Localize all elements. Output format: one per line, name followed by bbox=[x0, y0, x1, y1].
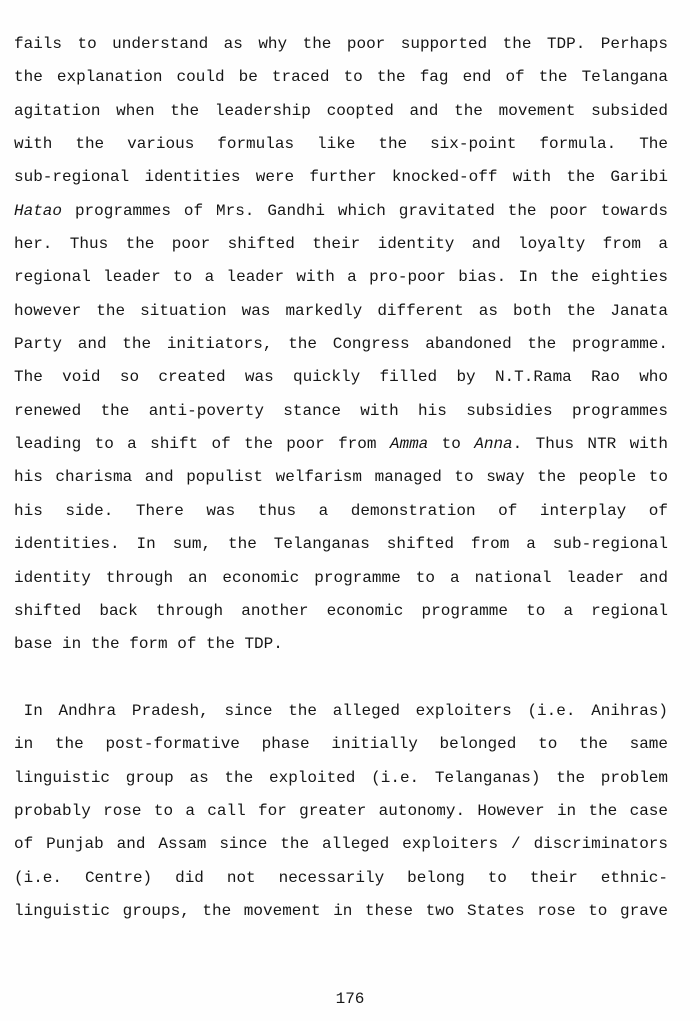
text-segment: fails to understand as why the poor supported the TDP. Perhaps bbox=[14, 35, 668, 53]
text-segment: In Andhra Pradesh, since the alleged exploiters (i.e. Anihras) bbox=[23, 701, 668, 720]
text-line bbox=[14, 228, 668, 261]
text-segment: the explanation could be traced to the fag end of the Telangana bbox=[14, 68, 668, 87]
text-segment: leading to a shift of the poor from bbox=[14, 435, 390, 454]
paragraph bbox=[14, 28, 668, 662]
text-line bbox=[14, 461, 668, 494]
text-segment: regional leader to a leader with a pro-poor bias. In the eighties bbox=[14, 268, 668, 287]
text-segment: linguistic groups, the movement in these two States rose to grave bbox=[14, 901, 668, 920]
text-segment: shifted back through another economic programme to a regional bbox=[14, 601, 668, 620]
text-line bbox=[14, 95, 668, 128]
text-line bbox=[14, 261, 668, 294]
text-line bbox=[14, 695, 668, 728]
page-number: 176 bbox=[335, 990, 365, 1008]
text-line bbox=[14, 628, 668, 661]
text-segment: programmes of Mrs. Gandhi which gravitated the poor towards bbox=[62, 201, 668, 220]
text-segment: identities. In sum, the Telanganas shifted from a sub-regional bbox=[14, 535, 668, 554]
text-line bbox=[14, 328, 668, 361]
text-segment: agitation when the leadership coopted and the movement subsided bbox=[14, 101, 668, 120]
text-line bbox=[14, 428, 668, 461]
text-line bbox=[14, 295, 668, 328]
text-segment: Party and the initiators, the Congress abandoned the programme. bbox=[14, 335, 668, 354]
text-segment: his side. There was thus a demonstration of interplay of bbox=[14, 501, 668, 520]
text-line bbox=[14, 895, 668, 928]
text-line bbox=[14, 528, 668, 561]
paragraph bbox=[14, 695, 668, 928]
text-line bbox=[14, 728, 668, 761]
text-segment: in the post-formative phase initially belonged to the same bbox=[14, 735, 668, 754]
text-segment: of Punjab and Assam since the alleged exploiters / discriminators bbox=[14, 835, 668, 854]
text-segment: her. Thus the poor shifted their identity and loyalty from a bbox=[14, 235, 668, 254]
text-line bbox=[14, 361, 668, 394]
text-line bbox=[14, 395, 668, 428]
paragraphs bbox=[14, 28, 668, 928]
text-line bbox=[14, 195, 668, 228]
text-line bbox=[14, 828, 668, 861]
italic-text: Amma bbox=[389, 435, 429, 454]
italic-text: Anna bbox=[474, 435, 513, 454]
text-segment: to bbox=[428, 435, 475, 454]
text-segment: linguistic group as the exploited (i.e. Telanganas) the problem bbox=[14, 768, 668, 787]
text-line bbox=[14, 61, 668, 94]
text-segment: his charisma and populist welfarism managed to sway the people to bbox=[14, 468, 668, 487]
text-segment: renewed the anti-poverty stance with his subsidies programmes bbox=[14, 401, 668, 420]
text-line bbox=[14, 161, 668, 194]
text-segment: . Thus NTR with bbox=[512, 435, 669, 454]
text-line bbox=[14, 862, 668, 895]
text-line bbox=[14, 128, 668, 161]
text-segment: identity through an economic programme to a national leader and bbox=[14, 568, 668, 587]
text-segment: sub-regional identities were further knocked-off with the Garibi bbox=[14, 168, 668, 187]
text-line bbox=[14, 762, 668, 795]
text-segment: however the situation was markedly different as both the Janata bbox=[14, 301, 668, 320]
text-segment: The void so created was quickly filled by N.T.Rama Rao who bbox=[14, 368, 668, 387]
text-line bbox=[14, 495, 668, 528]
text-line bbox=[14, 795, 668, 828]
text-segment: with the various formulas like the six-point formula. The bbox=[14, 135, 668, 154]
text-segment: (i.e. Centre) did not necessarily belong to their ethnic- bbox=[14, 868, 668, 887]
text-segment: base in the form of the TDP. bbox=[14, 635, 283, 654]
text-segment: probably rose to a call for greater autonomy. However in the case bbox=[14, 801, 668, 820]
italic-text: Hatao bbox=[14, 201, 63, 220]
text-line bbox=[14, 595, 668, 628]
text-line bbox=[14, 562, 668, 595]
text-line bbox=[14, 28, 668, 61]
